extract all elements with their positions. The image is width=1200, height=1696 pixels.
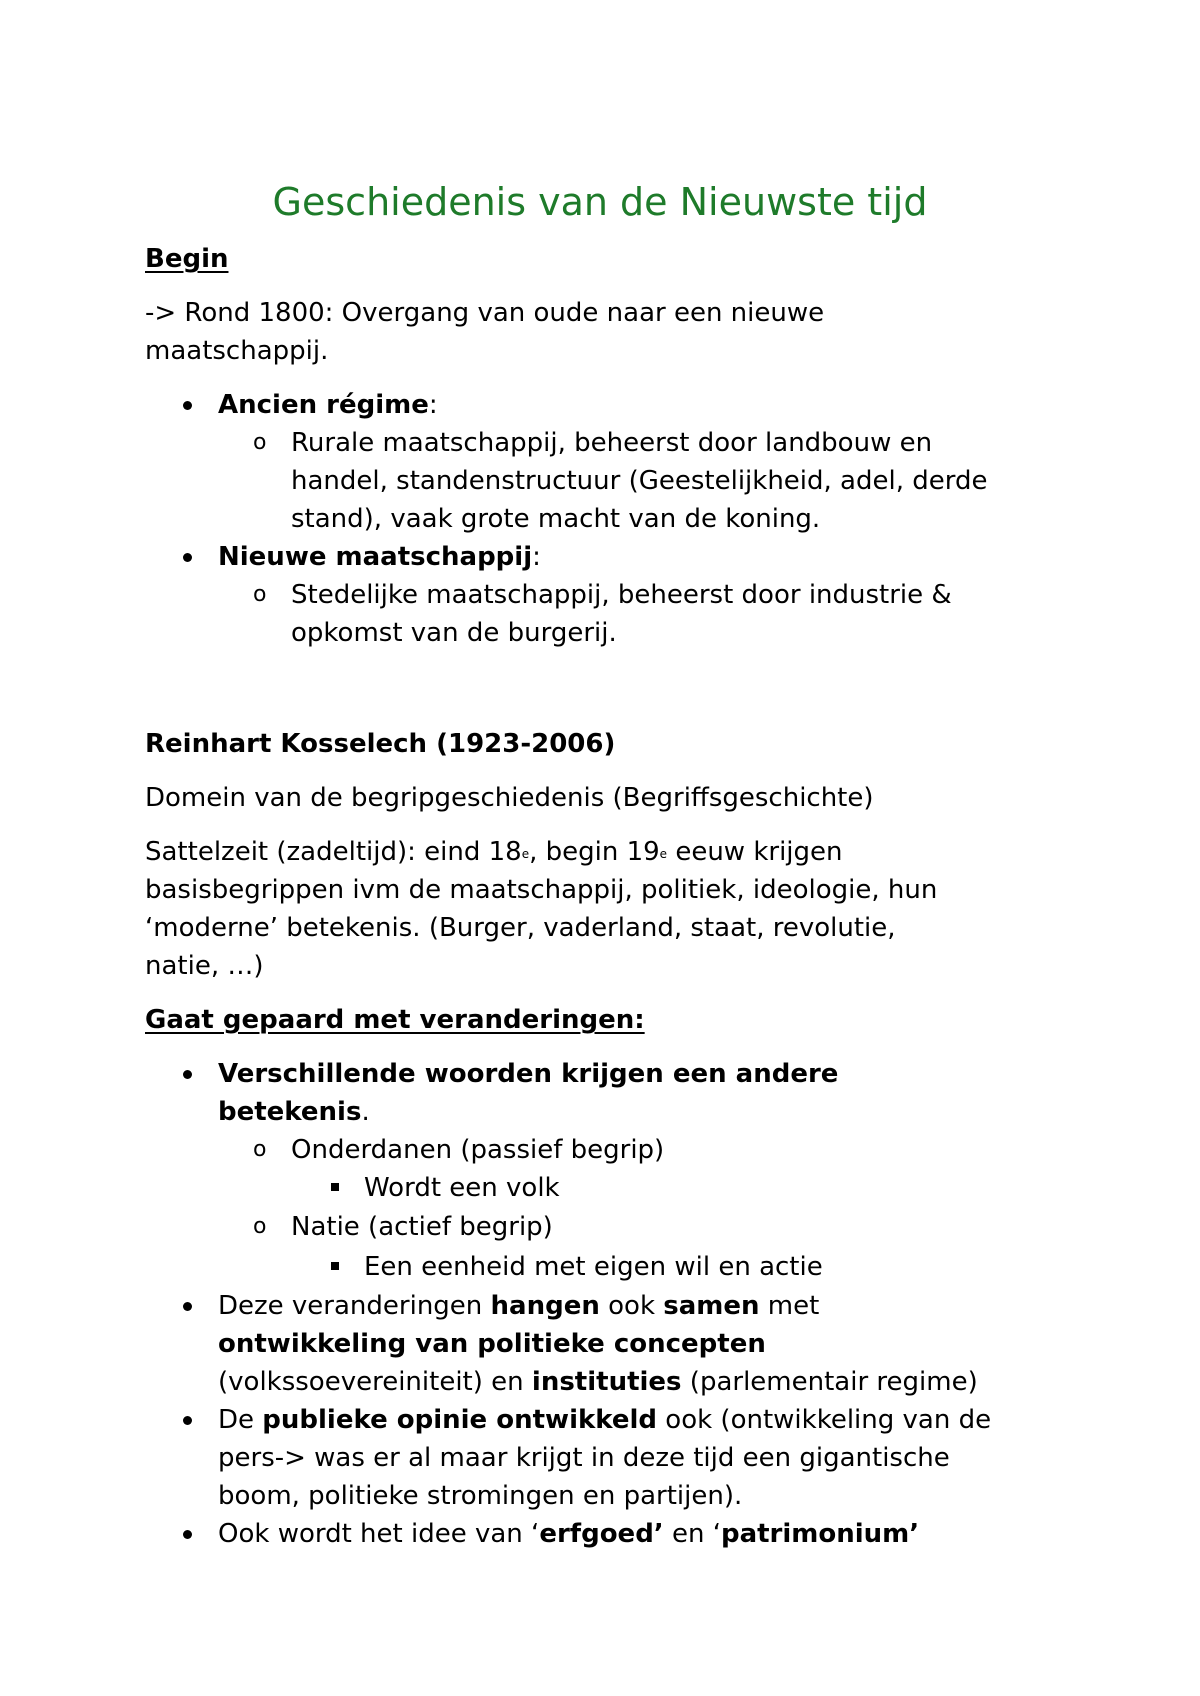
bullet-dot [183,401,192,410]
superscript: e [659,847,668,861]
colon: : [532,542,541,572]
bullet-dot [183,1070,192,1079]
text: Deze veranderingen [218,1291,491,1321]
circle-bullet: o [253,582,267,607]
sub-nieuwe-line-2: opkomst van de burgerij. [291,618,617,648]
intro-line-1: -> Rond 1800: Overgang van oude naar een nieuwe [145,298,825,328]
sub-nieuwe-line-1: Stedelijke maatschappij, beheerst door industrie & [291,580,952,610]
bold-text: erfgoed’ [539,1519,664,1549]
intro-line-2: maatschappij. [145,336,329,366]
sattel-text-b: , begin 19 [529,837,660,867]
bullet-dot [183,553,192,562]
sattelzeit-line-2: basisbegrippen ivm de maatschappij, politiek, ideologie, hun [145,875,938,905]
sub-natie: Natie (actief begrip) [291,1212,553,1242]
text: met [759,1291,820,1321]
bullet-publieke-line-2: pers-> was er al maar krijgt in deze tijd een gigantische [218,1443,950,1473]
bullet-dot [183,1530,192,1539]
circle-bullet: o [253,430,267,455]
domain-line: Domein van de begripgeschiedenis (Begriffsgeschichte) [145,783,874,813]
bullet-veranderingen-line-3 [218,1363,978,1401]
sattelzeit-line-3: ‘moderne’ betekenis. (Burger, vaderland, staat, revolutie, [145,913,896,943]
bullet-verschillende-line-2 [218,1093,370,1131]
circle-bullet: o [253,1214,267,1239]
bullet-dot [183,1302,192,1311]
bullet-veranderingen-line-1 [218,1287,819,1325]
sub-ancien-line-2: handel, standenstructuur (Geestelijkheid, adel, derde [291,466,988,496]
text: De [218,1405,263,1435]
text: ook [599,1291,664,1321]
circle-bullet: o [253,1137,267,1162]
bold-text: patrimonium’ [720,1519,920,1549]
bullet-verschillende-line-1: Verschillende woorden krijgen een andere [218,1059,839,1089]
sub-ancien-line-1: Rurale maatschappij, beheerst door landbouw en [291,428,933,458]
bullet-publieke-line-1 [218,1401,991,1439]
text: (parlementair regime) [681,1367,978,1397]
bullet-publieke-line-3: boom, politieke stromingen en partijen). [218,1481,743,1511]
sub-natie-item: Een eenheid met eigen wil en actie [364,1252,823,1282]
text: Ook wordt het idee van ‘ [218,1519,540,1549]
section-heading-veranderingen: Gaat gepaard met veranderingen: [145,1005,645,1035]
bullet-nieuwe-label: Nieuwe maatschappij [218,542,533,572]
bullet-nieuwe-maatschappij [218,538,541,576]
bullet-dot [183,1416,192,1425]
bold-text: publieke opinie ontwikkeld [262,1405,658,1435]
sub-ancien-line-3: stand), vaak grote macht van de koning. [291,504,821,534]
superscript: e [521,847,530,861]
sub-onderdanen: Onderdanen (passief begrip) [291,1135,665,1165]
section-heading-begin: Begin [145,244,229,274]
sub-onderdanen-item: Wordt een volk [364,1173,560,1203]
bullet-veranderingen-line-2: ontwikkeling van politieke concepten [218,1329,766,1359]
bold-text: hangen [490,1291,600,1321]
square-bullet [331,1262,339,1270]
square-bullet [331,1183,339,1191]
betekenis-bold: betekenis [218,1097,362,1127]
bold-text: instituties [531,1367,682,1397]
text: (volkssoevereiniteit) en [218,1367,532,1397]
period: . [361,1097,370,1127]
sattelzeit-line-4: natie, …) [145,951,264,981]
bullet-ancien-regime-label: Ancien régime [218,390,429,420]
sattel-text-a: Sattelzeit (zadeltijd): eind 18 [145,837,522,867]
bullet-erfgoed-line-1 [218,1515,919,1553]
colon: : [428,390,438,420]
page-title: Geschiedenis van de Nieuwste tijd [272,180,928,224]
text: ook (ontwikkeling van de [657,1405,992,1435]
bullet-ancien-regime [218,386,438,424]
section-heading-kosselech: Reinhart Kosselech (1923-2006) [145,729,616,759]
text: en ‘ [663,1519,721,1549]
sattelzeit-line-1 [145,833,843,871]
sattel-text-c: eeuw krijgen [667,837,843,867]
bold-text: samen [663,1291,760,1321]
